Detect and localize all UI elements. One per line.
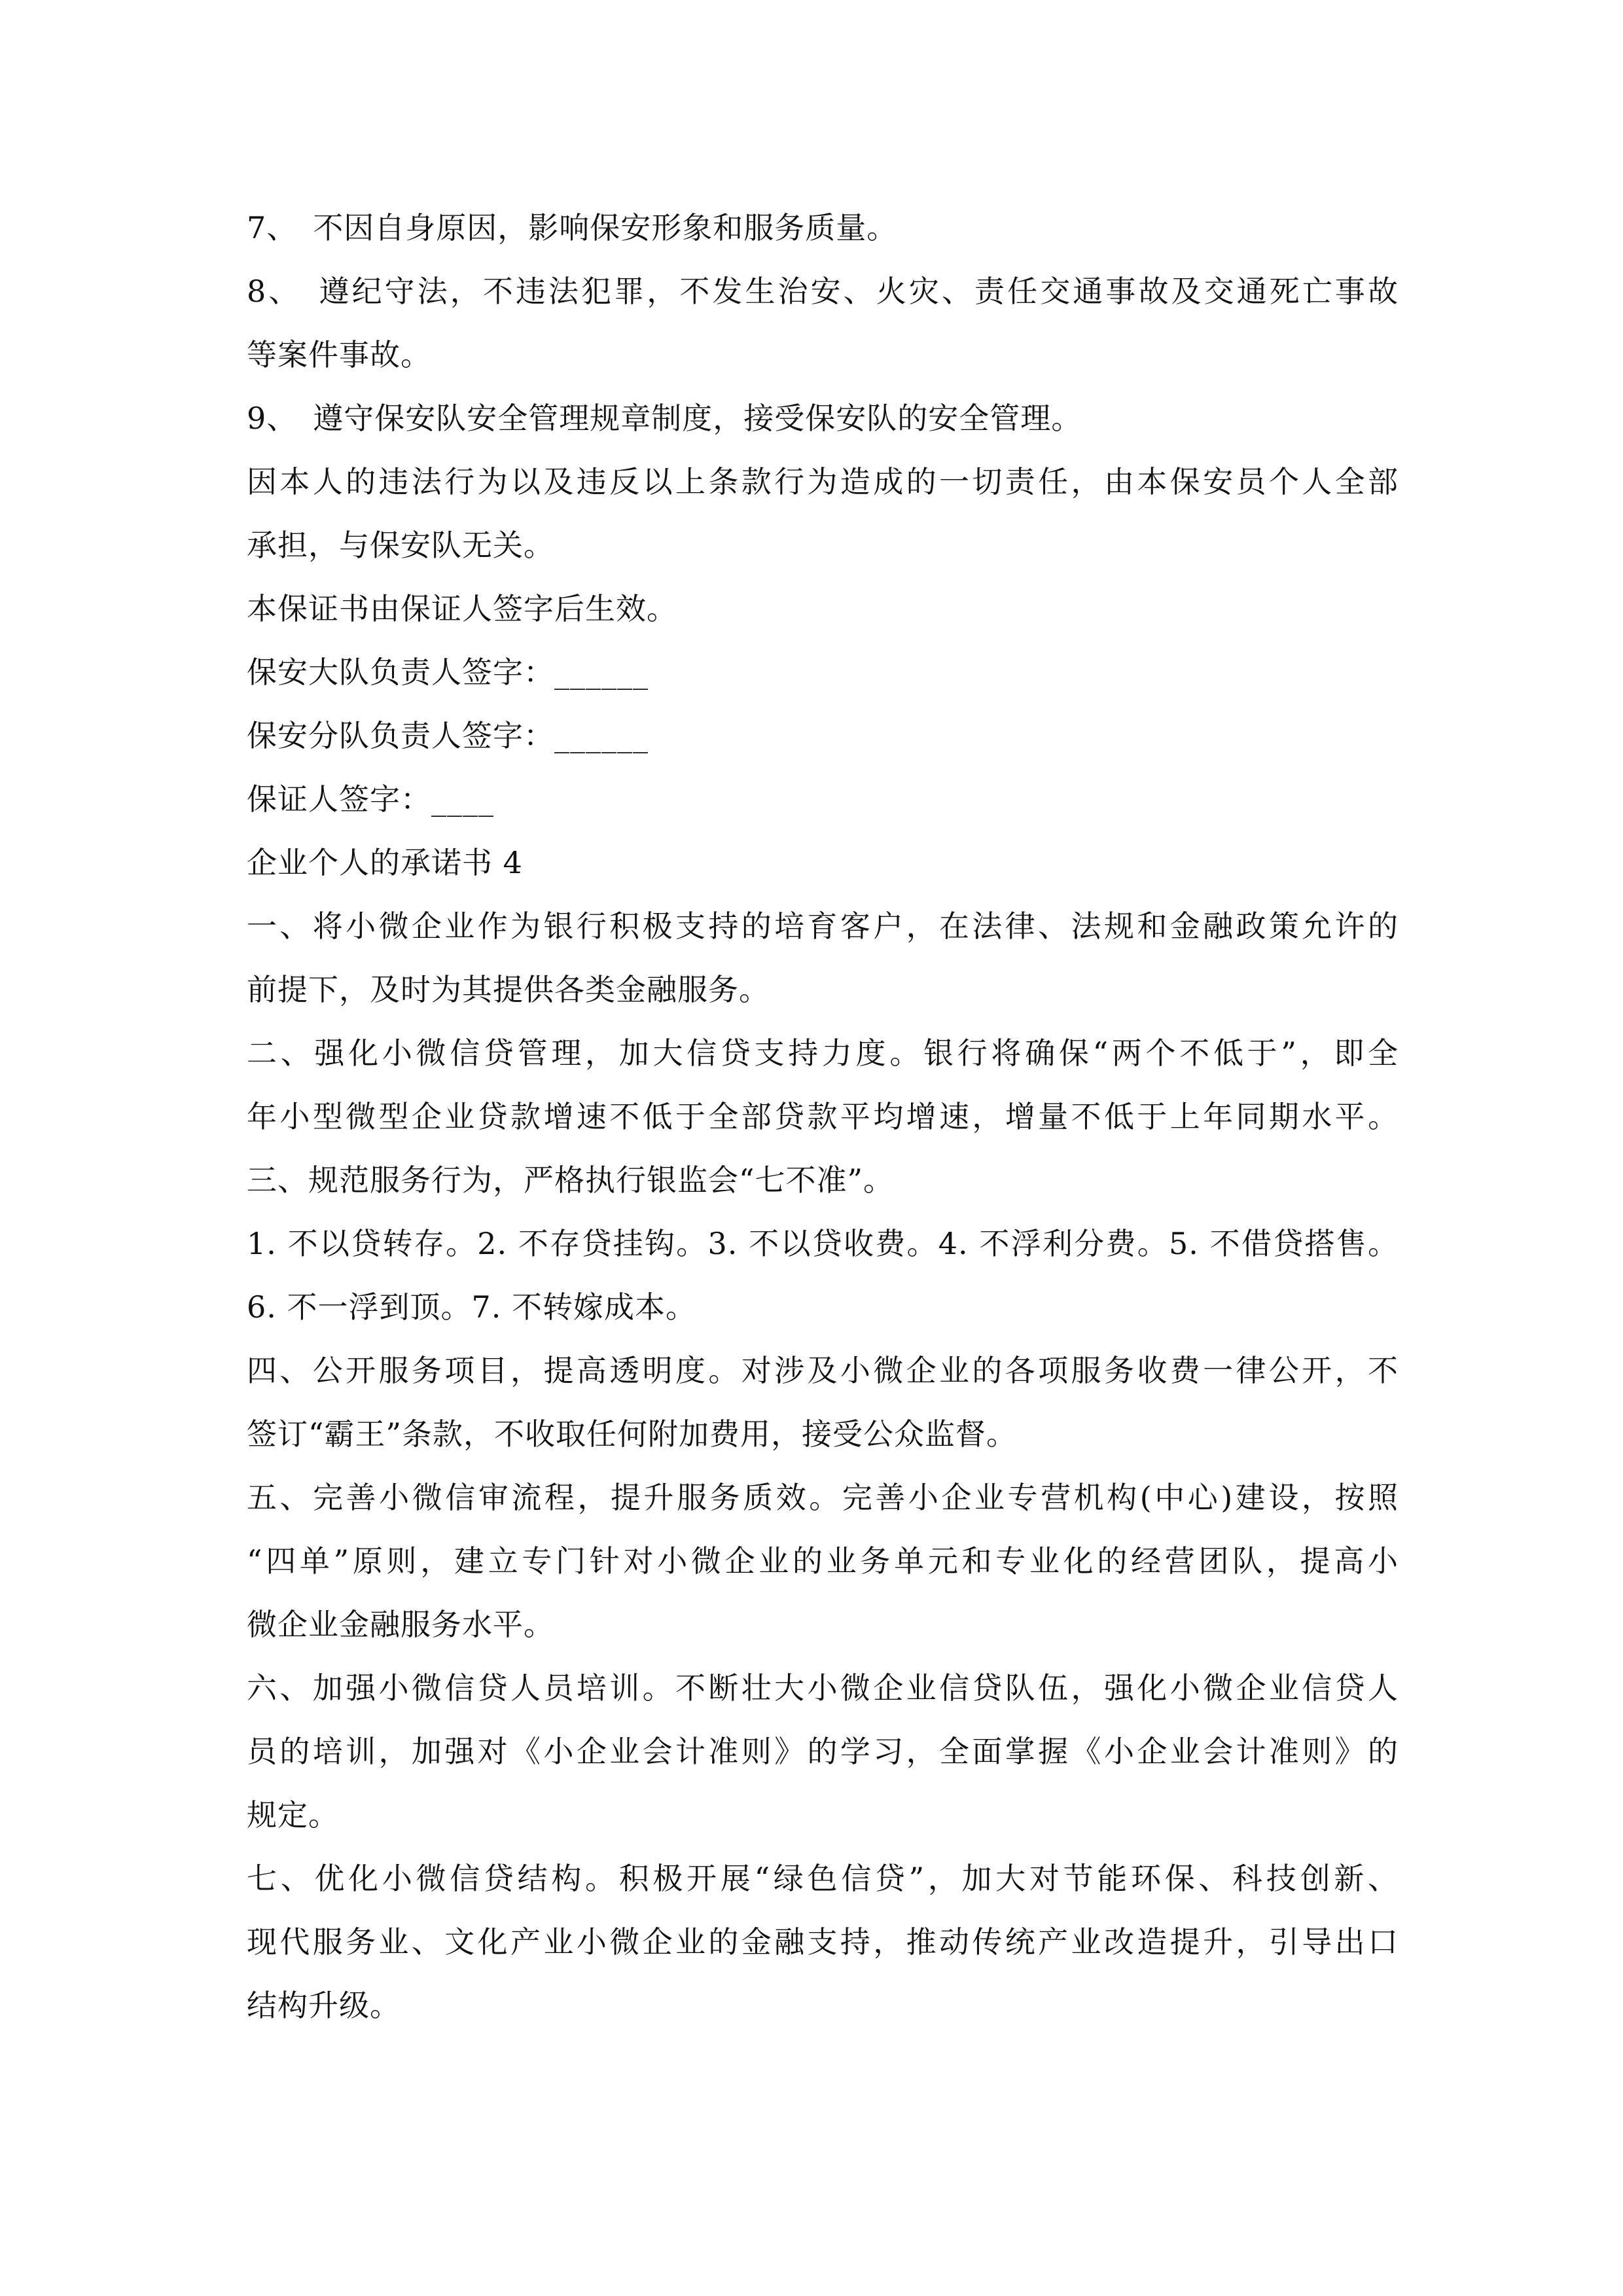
text-line: 承担，与保安队无关。 <box>247 528 554 563</box>
text-line: “四单”原则，建立专门针对小微企业的业务单元和专业化的经营团队，提高小 <box>247 1543 1399 1579</box>
document-body <box>247 196 1399 2037</box>
text-line: 五、完善小微信审流程，提升服务质效。完善小企业专营机构(中心)建设，按照 <box>247 1480 1399 1515</box>
text-line: 规定。 <box>247 1797 339 1833</box>
text-line: 6. 不一浮到顶。7. 不转嫁成本。 <box>247 1289 697 1325</box>
text-line: 微企业金融服务水平。 <box>247 1607 554 1642</box>
text-line: 二、强化小微信贷管理，加大信贷支持力度。银行将确保“两个不低于”，即全 <box>247 1035 1399 1071</box>
text-line: 结构升级。 <box>247 1988 401 2023</box>
text-line: 1. 不以贷转存。2. 不存贷挂钩。3. 不以贷收费。4. 不浮利分费。5. 不借贷搭售。 <box>247 1226 1399 1261</box>
text-line: 员的培训，加强对《小企业会计准则》的学习，全面掌握《小企业会计准则》的 <box>247 1734 1399 1769</box>
text-line: 因本人的违法行为以及违反以上条款行为造成的一切责任，由本保安员个人全部 <box>247 464 1399 499</box>
text-line: 9、 遵守保安队安全管理规章制度，接受保安队的安全管理。 <box>247 401 1082 436</box>
text-line: 三、规范服务行为，严格执行银监会“七不准”。 <box>247 1162 895 1198</box>
text-line: 8、 遵纪守法，不违法犯罪，不发生治安、火灾、责任交通事故及交通死亡事故 <box>247 274 1399 309</box>
text-line: 现代服务业、文化产业小微企业的金融支持，推动传统产业改造提升，引导出口 <box>247 1924 1399 1960</box>
text-line: 六、加强小微信贷人员培训。不断壮大小微企业信贷队伍，强化小微企业信贷人 <box>247 1670 1399 1706</box>
text-line: 签订“霸王”条款，不收取任何附加费用，接受公众监督。 <box>247 1416 1018 1452</box>
signature-line: 保证人签字：____ <box>247 781 494 817</box>
text-line: 本保证书由保证人签字后生效。 <box>247 591 677 626</box>
text-line: 等案件事故。 <box>247 337 431 372</box>
signature-line: 保安大队负责人签字：______ <box>247 655 649 690</box>
text-line: 一、将小微企业作为银行积极支持的培育客户，在法律、法规和金融政策允许的 <box>247 908 1399 944</box>
text-line: 年小型微型企业贷款增速不低于全部贷款平均增速，增量不低于上年同期水平。 <box>247 1099 1399 1134</box>
section-heading: 企业个人的承诺书 4 <box>247 845 523 880</box>
text-line: 四、公开服务项目，提高透明度。对涉及小微企业的各项服务收费一律公开，不 <box>247 1353 1399 1388</box>
text-line: 七、优化小微信贷结构。积极开展“绿色信贷”，加大对节能环保、科技创新、 <box>247 1861 1399 1896</box>
signature-line: 保安分队负责人签字：______ <box>247 718 649 753</box>
text-line: 前提下，及时为其提供各类金融服务。 <box>247 972 770 1007</box>
text-line: 7、 不因自身原因，影响保安形象和服务质量。 <box>247 210 898 245</box>
